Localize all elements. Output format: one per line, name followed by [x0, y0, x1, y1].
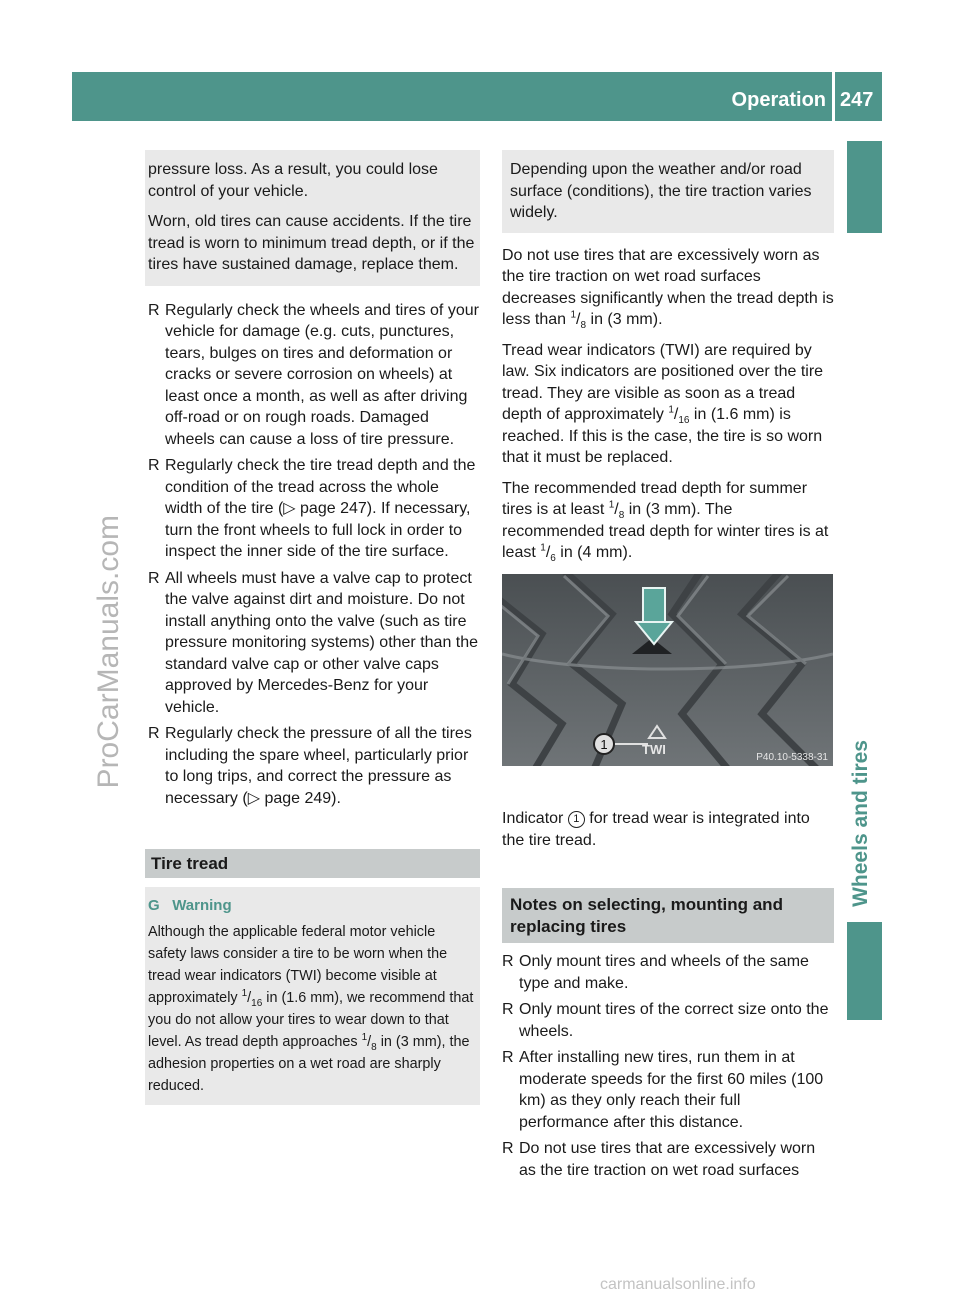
side-section-label: Wheels and tires [849, 740, 872, 907]
warning-text-right: Depending upon the weather and/or road surface (conditions), the tire traction varies widely. [510, 161, 812, 221]
right-bullet-list [502, 951, 834, 1181]
list-item [148, 455, 480, 563]
footer-watermark: carmanualsonline.info [600, 1276, 756, 1293]
list-item-text: After installing new tires, run them in at moderate speeds for the first 60 miles (100 km) as they only reach their full performance after this distance. [519, 1049, 824, 1131]
warning-title [148, 895, 476, 917]
figure-code: P40.10-5338-31 [756, 752, 828, 763]
list-item-text: Only mount tires of the correct size onto the wheels. [519, 1001, 829, 1040]
right-column-lower [502, 808, 834, 1186]
list-item [502, 1138, 834, 1181]
section-title: Operation [731, 89, 826, 111]
tire-tread-illustration [502, 574, 833, 766]
list-item-text: Regularly check the pressure of all the tires including the spare wheel, particularly prior to long trips, and correct the pressure as necessary (▷ page 249). [165, 725, 472, 807]
list-item-text: All wheels must have a valve cap to protect the valve against dirt and moisture. Do not install anything onto the valve (such as tire pressure monitoring systems) other than the standard valve cap or other valve caps approved by Mercedes-Benz for your vehicle. [165, 569, 479, 716]
warning-box-continued-right [502, 150, 834, 233]
warning-text-1: pressure loss. As a result, you could lose control of your vehicle. [148, 161, 438, 200]
warning-body: Although the applicable federal motor vehicle safety laws consider a tire to be worn when the tread wear indicators (TWI) become visible at approximately $^1/_{16}$ in (1.6 mm), we recommend that you do not allow your tires to wear down to that level. As tread depth approaches $^1/_8$ in (3 mm), the adhesion properties on a wet road are sharply reduced. [148, 923, 474, 1094]
side-watermark: ProCarManuals.com [92, 515, 125, 789]
callout-1-inline-icon: 1 [568, 811, 585, 828]
bullet-marker: R [502, 1140, 514, 1157]
warning-icon: G [148, 897, 160, 914]
paragraph-twi: Tread wear indicators (TWI) are required by law. Six indicators are positioned over the tire tread. They are visible as soon as a tread depth of approximately $^1/_{16}$ in (1.6 mm) is reached. If this is the case, the tire is so worn that it must be replaced. [502, 341, 824, 466]
notes-heading: Notes on selecting, mounting and replacing tires [502, 888, 834, 943]
warning-box-continued [145, 150, 480, 286]
side-tab-lower [847, 922, 882, 1020]
bullet-marker: R [148, 725, 160, 742]
bullet-marker: R [502, 953, 514, 970]
bullet-marker: R [148, 301, 160, 319]
tire-tread-warning-box [145, 887, 480, 1105]
paragraph-tread-depth: Do not use tires that are excessively worn as the tire traction on wet road surfaces decreases significantly when the tread depth is less than $^1/_8$ in (3 mm). [502, 246, 834, 332]
list-item [502, 1047, 834, 1133]
list-item [502, 999, 834, 1042]
tire-tread-heading: Tire tread [145, 849, 480, 878]
right-column [502, 150, 834, 573]
list-item [502, 951, 834, 994]
bullet-marker: R [502, 1001, 514, 1018]
paragraph-recommended-depth: The recommended tread depth for summer tires is at least $^1/_8$ in (3 mm). The recommended tread depth for winter tires is at least $^1/_6$ in (4 mm). [502, 479, 829, 565]
figure-caption: Indicator 1 for tread wear is integrated into the tire tread. [502, 810, 810, 849]
list-item [148, 723, 480, 809]
list-item-text: Regularly check the tire tread depth and the condition of the tread across the whole width of the tire (▷ page 247). If necessary, turn the front wheels to full lock in order to inspect the inner side of the tire surface. [165, 457, 476, 560]
side-tab-upper [847, 141, 882, 233]
tire-tread-figure [502, 574, 833, 766]
bullet-marker: R [502, 1049, 514, 1066]
list-item-text: Only mount tires and wheels of the same type and make. [519, 953, 809, 992]
callout-1-label: 1 [600, 737, 608, 752]
warning-title-text: Warning [172, 897, 232, 914]
header-divider [832, 72, 835, 121]
bullet-marker: R [148, 457, 160, 474]
page-number: 247 [840, 89, 874, 111]
list-item [148, 300, 480, 451]
list-item-text: Regularly check the wheels and tires of your vehicle for damage (e.g. cuts, punctures, tears, bulges on tires and deformation or cracks or severe corrosion on wheels) at least once a month, as well as after driving off-road or on rough roads. Damaged wheels can cause a loss of tire pressure. [165, 301, 479, 448]
list-item [148, 568, 480, 719]
twi-label: TWI [642, 742, 666, 757]
warning-text-2: Worn, old tires can cause accidents. If the tire tread is worn to minimum tread depth, or if the tires have sustained damage, replace them. [148, 213, 475, 273]
list-item-text: Do not use tires that are excessively worn as the tire traction on wet road surfaces [519, 1140, 816, 1179]
left-bullet-list [148, 300, 480, 810]
bullet-marker: R [148, 569, 160, 587]
left-column [148, 150, 480, 1105]
